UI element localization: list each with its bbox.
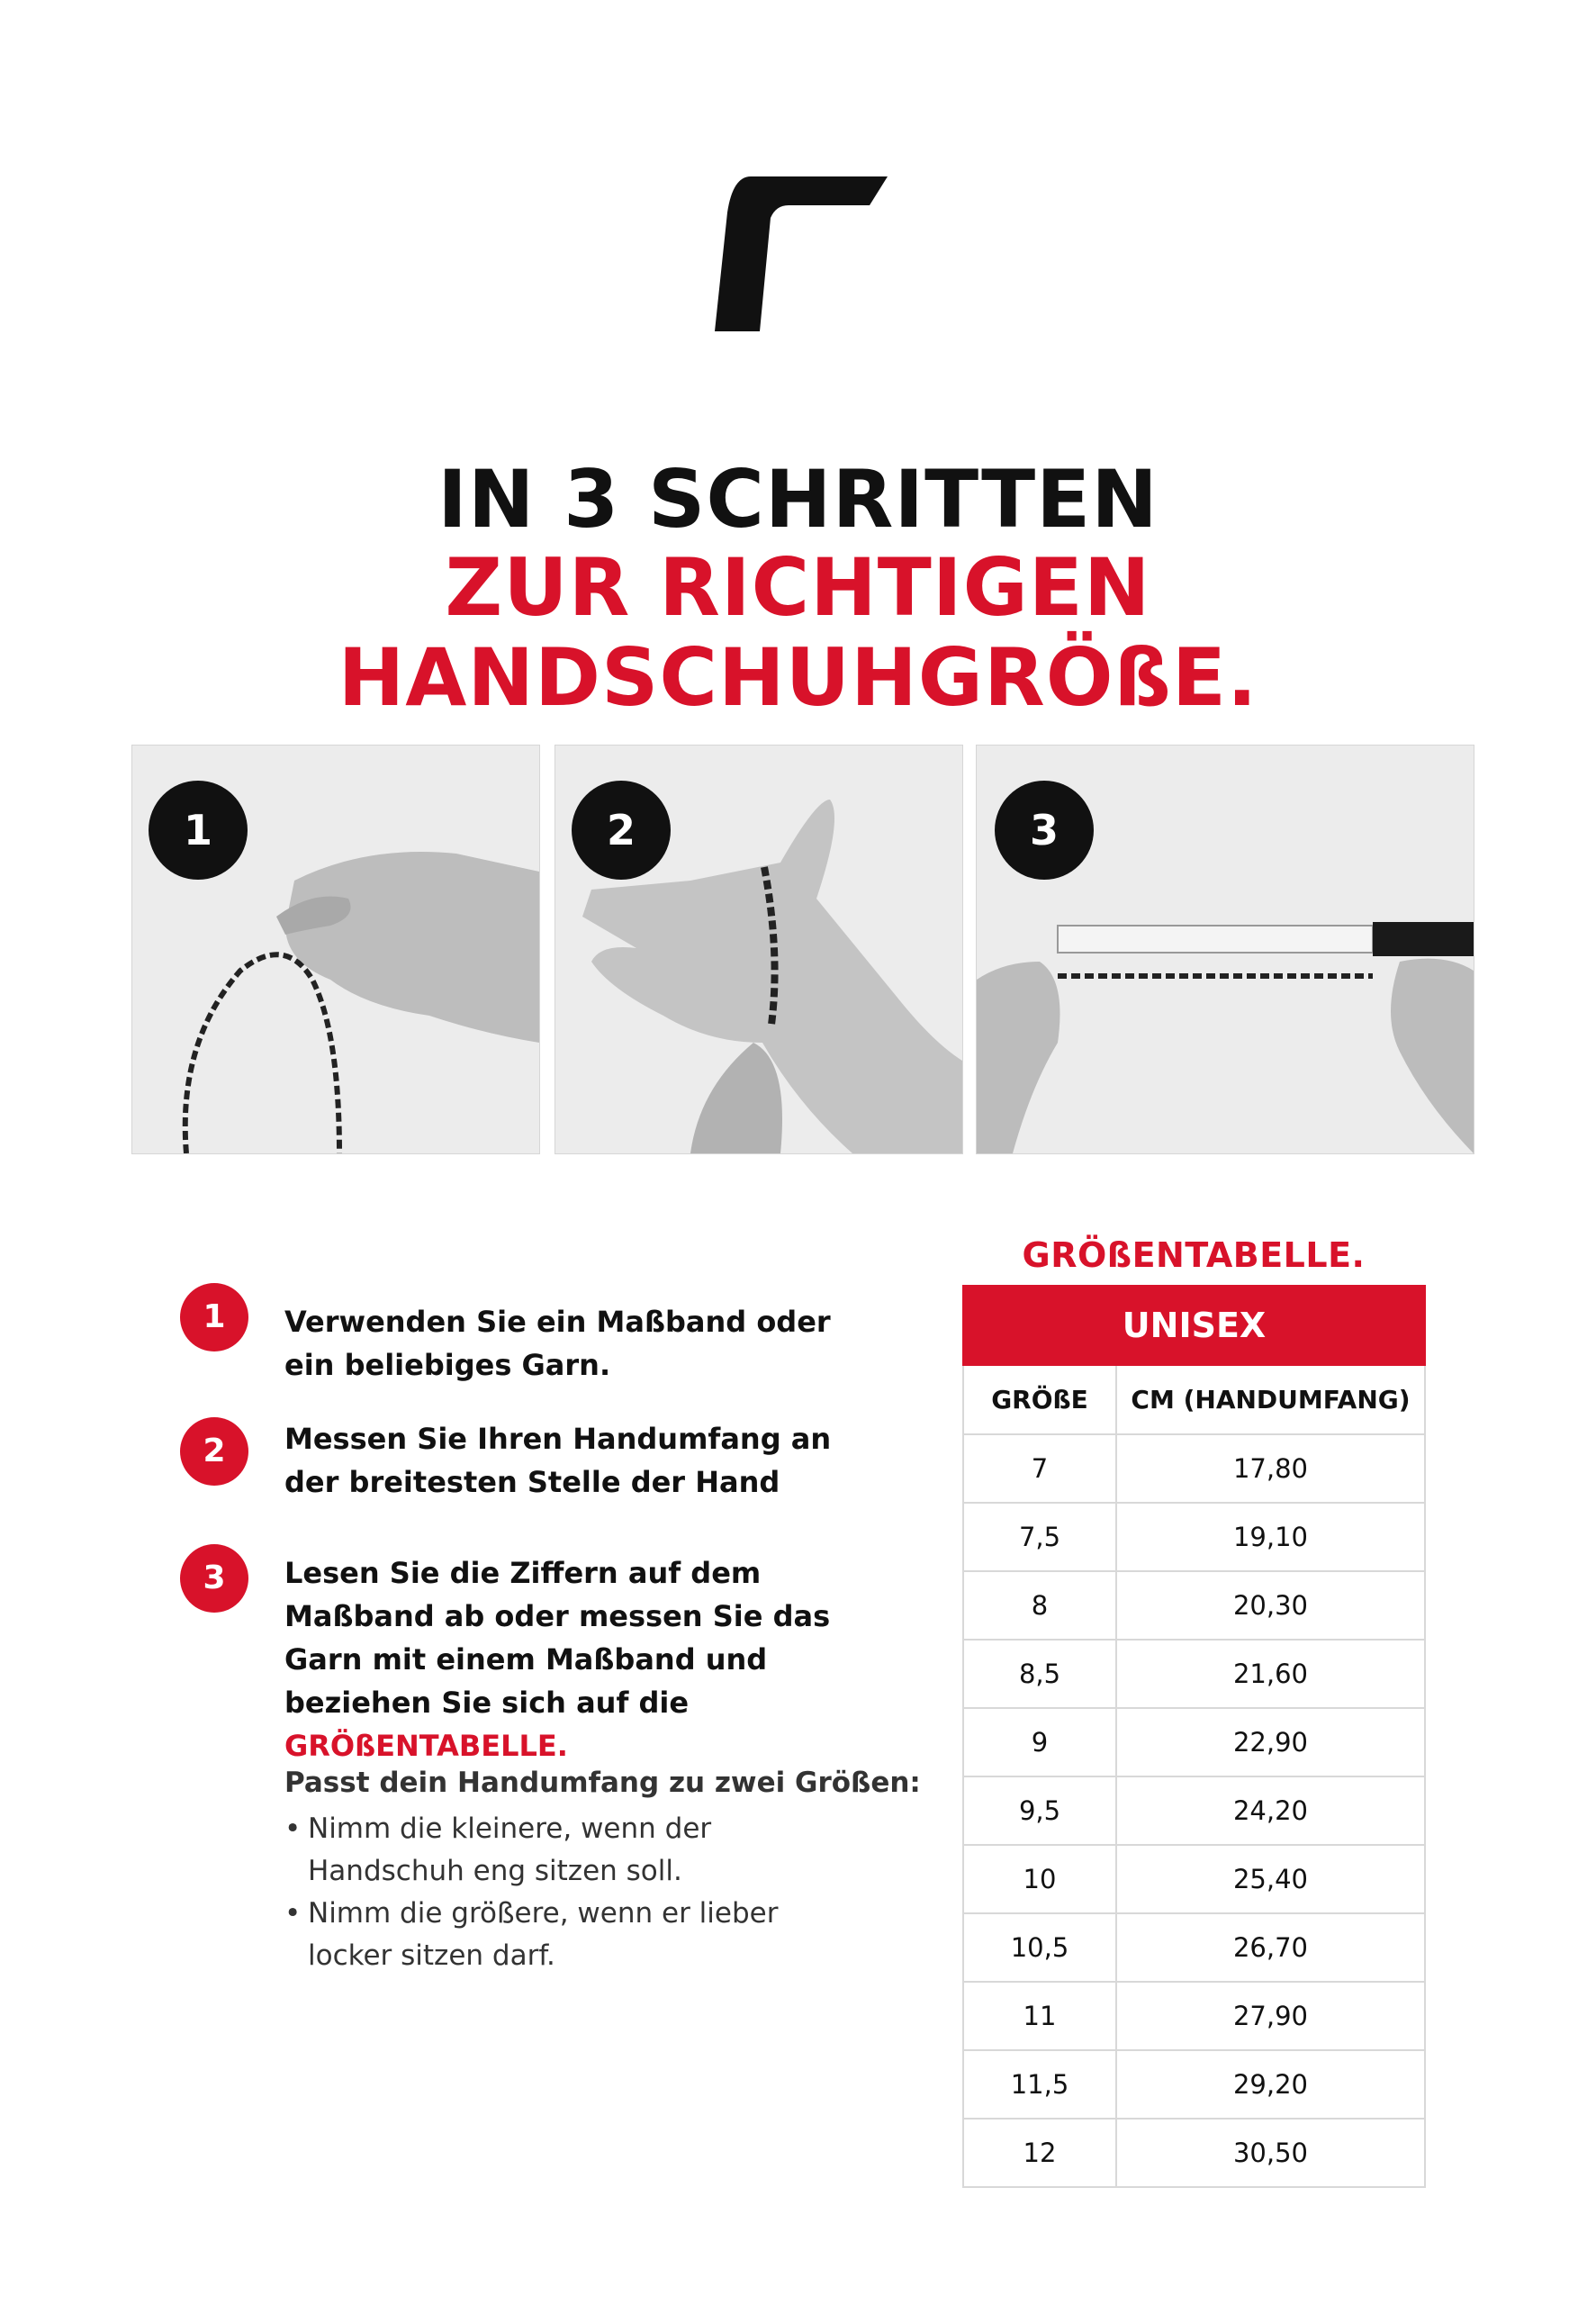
step-3-badge: 3 [180,1544,248,1613]
photo-step-number: 2 [572,781,671,880]
photo-step-number: 1 [149,781,248,880]
size-table-title: GRÖßENTABELLE. [1022,1235,1366,1275]
cm-cell: 30,50 [1116,2119,1425,2187]
step-3-text [284,1551,861,1767]
column-header-cm: CM (HANDUMFANG) [1116,1365,1425,1434]
size-cell: 9 [963,1708,1116,1776]
tips-heading: Passt dein Handumfang zu zwei Größen: [284,1767,921,1799]
cm-cell: 26,70 [1116,1913,1425,1982]
step-2-text: Messen Sie Ihren Handumfang an der breitesten Stelle der Hand [284,1422,832,1499]
headline-line-1: IN 3 SCHRITTEN [437,453,1159,546]
tips-list [284,1808,861,1977]
cm-cell: 19,10 [1116,1503,1425,1571]
tip-item: • Nimm die größere, wenn er lieber locker sitzen darf. [284,1893,861,1977]
size-cell: 9,5 [963,1776,1116,1845]
step-3-text-body: Lesen Sie die Ziffern auf dem Maßband ab oder messen Sie das Garn mit einem Maßband und beziehen Sie sich auf die [284,1556,831,1720]
table-row [963,1434,1425,1503]
table-row [963,2050,1425,2119]
size-cell: 10 [963,1845,1116,1913]
table-row [963,1708,1425,1776]
cm-cell: 20,30 [1116,1571,1425,1640]
step-1-badge: 1 [180,1283,248,1351]
table-row [963,1640,1425,1708]
size-table-header: UNISEX [963,1286,1425,1365]
photo-step-number: 3 [995,781,1094,880]
step-3-photo [976,745,1474,1154]
cm-cell: 27,90 [1116,1982,1425,2050]
cm-cell: 17,80 [1116,1434,1425,1503]
table-row [963,2119,1425,2187]
cm-cell: 29,20 [1116,2050,1425,2119]
size-cell: 12 [963,2119,1116,2187]
size-cell: 11 [963,1982,1116,2050]
column-header-size: GRÖßE [963,1365,1116,1434]
headline-line-2: ZUR RICHTIGEN [445,541,1151,634]
size-cell: 8 [963,1571,1116,1640]
step-2-badge: 2 [180,1417,248,1486]
step-1-text: Verwenden Sie ein Maßband oder ein beliebiges Garn. [284,1305,831,1382]
step-3-size-table-link: GRÖßENTABELLE. [284,1729,568,1763]
table-row [963,1982,1425,2050]
table-row [963,1913,1425,1982]
tip-item: • Nimm die kleinere, wenn der Handschuh eng sitzen soll. [284,1808,861,1893]
size-cell: 10,5 [963,1913,1116,1982]
size-cell: 7,5 [963,1503,1116,1571]
size-cell: 7 [963,1434,1116,1503]
table-row [963,1503,1425,1571]
table-row [963,1776,1425,1845]
step-2-photo [555,745,963,1154]
size-cell: 11,5 [963,2050,1116,2119]
reusch-logo-icon [715,176,888,331]
cm-cell: 25,40 [1116,1845,1425,1913]
headline-line-3: HANDSCHUHGRÖßE. [338,631,1258,724]
size-table-column-row [963,1365,1425,1434]
size-table [962,1285,1426,2188]
table-row [963,1571,1425,1640]
step-1-photo [131,745,540,1154]
table-row [963,1845,1425,1913]
size-cell: 8,5 [963,1640,1116,1708]
cm-cell: 21,60 [1116,1640,1425,1708]
cm-cell: 24,20 [1116,1776,1425,1845]
size-table-header-row [963,1286,1425,1365]
cm-cell: 22,90 [1116,1708,1425,1776]
